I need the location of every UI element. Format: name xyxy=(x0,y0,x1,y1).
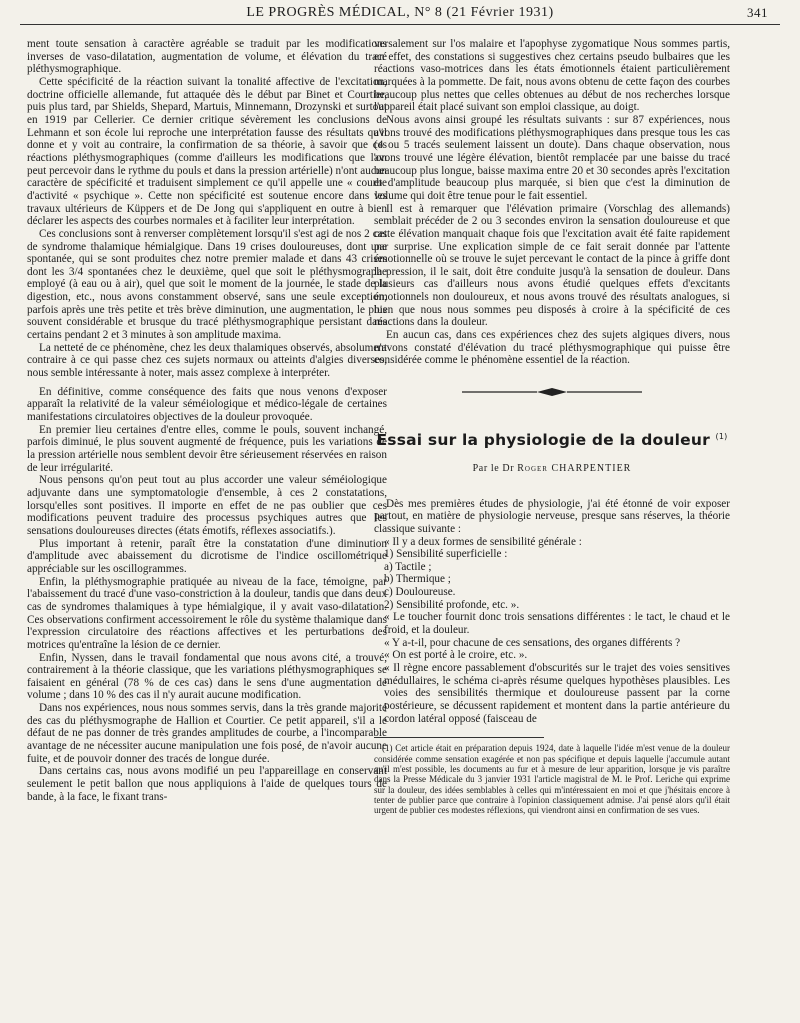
running-head xyxy=(20,4,780,25)
quoted-list xyxy=(374,536,730,726)
byline-prefix: Par le Dr xyxy=(472,462,515,474)
ornament-divider-icon xyxy=(462,387,642,397)
footnote-divider xyxy=(374,737,544,738)
left-column xyxy=(27,38,387,803)
list-item: « Il y a deux formes de sensibilité générale : xyxy=(384,535,582,548)
footnote-marker: (1) xyxy=(715,432,728,442)
paragraph: Nous avons ainsi groupé les résultats suivants : sur 87 expériences, nous avons trouvé des modifications pléthysmographiques dans presque tous les cas (4 ou 5 tracés seulement laissent un doute). Dans chaque observation, nous avons trouvé une légère élévation, bientôt remplacée par une baisse du tracé beaucoup plus longue, baisse maxima entre 20 et 30 secondes après l'excitation et d'amplitude beaucoup plus marquée, si bien que c'est la diminution de volume qui doit être tenue pour le fait essentiel. xyxy=(374,113,730,202)
paragraph: Enfin, Nyssen, dans le travail fondamental que nous avons cité, a trouvé, contrairement à la théorie classique, que les variations pléthysmographiques se faisaient en général (78 % de ces cas) dans le sens d'une augmentation de volume ; dans 10 % des cas il n'y aurait aucune modification. xyxy=(27,651,387,702)
list-item: b) Thermique ; xyxy=(384,573,451,586)
paragraph: versalement sur l'os malaire et l'apophyse zygomatique Nous sommes partis, en effet, des constations si suggestives chez certains pseudo bulbaires que les réactions vaso-motrices dans les états émotionnels étaient particulièrement marquées à la pommette. De fait, nous avons obtenu de cette façon des courbes beaucoup plus nettes que celles obtenues au début de nos recherches lorsque l'appareil était placé suivant son emploi classique, au doigt. xyxy=(374,38,730,114)
list-item: « Il règne encore passablement d'obscurités sur le trajet des voies sensitives médullaires, le schéma ci-après résume quelques hypothèses plausibles. Les voies des sensibilités thermique et douloureuse passent par la corne postérieure, se décussent rapidement et montent dans la partie antérieure du cordon latéral opposé (faisceau de xyxy=(384,662,730,725)
list-item: « Le toucher fournit donc trois sensations différentes : le tact, le chaud et le froid, et la douleur. xyxy=(384,611,730,637)
paragraph: En définitive, comme conséquence des faits que nous venons d'exposer apparaît la relativité de la valeur séméiologique et médico-légale de certaines manifestations circulatoires objectives de la douleur provoquée. xyxy=(27,385,387,424)
paragraph: Cette spécificité de la réaction suivant la tonalité affective de l'excitation, doctrine officielle allemande, fut attaquée dès le début par Binet et Courtier, puis plus tard, par Shields, Shepard, Martuis, Minnemann, Drozynski et surtout en 1919 par Cellerier. Ce dernier critique sévèrement les conclusions de Lehmann et son école lui reproche une interprétation fausse des résultats qu'il donne et y voit au contraire, la confirmation de sa théorie, à savoir que ces réactions pléthysmographiques (comme d'ailleurs les modifications que l'on peut percevoir dans le rythme du pouls et dans la pression artérielle) n'ont aucun caractère de spécificité et traduisent simplement ce qu'il appelle une « courbe d'activité « psychique ». Cette non spécificité est soutenue encore dans les travaux ultérieurs de Küppers et de De Jong qui s'appliquent en outre à bien déclarer les aspects des courbes normales et à faciliter leur interprétation. xyxy=(27,75,387,228)
list-item: a) Tactile ; xyxy=(384,560,432,573)
paragraph: En aucun cas, dans ces expériences chez des sujets algiques divers, nous n'avons constaté d'élévation du tracé pléthysmographique qui puisse être considérée comme le phénomène essentiel de la réaction. xyxy=(374,329,730,367)
ornament-divider xyxy=(394,385,710,399)
paragraph: Plus important à retenir, paraît être la constatation d'une diminution d'amplitude avec abaissement du dicrotisme de l'indice oscillométrique appréciable sur les oscillogrammes. xyxy=(27,537,387,575)
paragraph: Ces conclusions sont à renverser complètement lorsqu'il s'est agi de nos 2 cas de syndrome thalamique hémialgique. Dans 19 crises douloureuses, dont une spontanée, qui se sont produites chez notre premier malade et dans 43 crises dont les 3/4 spontanées chez le deuxième, quel que soit le pléthysmographe employé (à eau ou à air), quel que soit le moment de la journée, le stade de la digestion, etc., nous avons constamment observé, sans une seule exception, parfois après une très petite et très brève diminution, une augmentation, le plus souvent considérable et brusque du tracé pléthysmographique persistant dans certains pendant 2 et 3 minutes à son amplitude maxima. xyxy=(27,227,387,342)
page-number: 341 xyxy=(747,5,768,20)
paragraph: Dans certains cas, nous avons modifié un peu l'appareillage en conservant seulement le petit ballon que nous appliquions à l'aide de quelques tours de bande, à la face, le fixant trans- xyxy=(27,765,387,803)
list-item: « On est porté à le croire, etc. ». xyxy=(384,649,528,662)
footnote-text: (1) Cet article était en préparation depuis 1924, date à laquelle l'idée m'est venue de la douleur considérée comme sensation exagérée et non pas spécifique et depuis laquelle j'accumule autant qu'il m'est possible, les documents au fur et à mesure de leur apparition, lorsque je vis paraître dans la Presse Médicale du 3 janvier 1931 l'article magistral de M. le Prof. Leriche qui exprime sur la douleur, des idées semblables à celles qui m'intéressaient en moi et que j'hésitais encore à tenter de publier parce que contraire à l'opinion classiquement admise. J'ai pensé alors qu'il était urgent de publier ces modestes réflexions, qui viendront ainsi en confirmation de ses vues. xyxy=(374,743,730,816)
list-item: 2) Sensibilité profonde, etc. ». xyxy=(384,598,520,611)
paragraph: La netteté de ce phénomène, chez les deux thalamiques observés, absolument contraire à ce qui passe chez ces sujets normaux ou atteints d'algies diverses, nous semble intéressante à noter, mais assez complexe à interpréter. xyxy=(27,341,387,380)
list-item: « Y a-t-il, pour chacune de ces sensations, des organes différents ? xyxy=(384,636,681,649)
paragraph: Dans nos expériences, nous nous sommes servis, dans la très grande majorité des cas du pléthysmographe de Hallion et Courtier. Ce petit appareil, s'il a le défaut de ne pas donner de très grandes amplitudes de courbe, a l'incomparable avantage de ne nécessiter aucune manipulation une fois posé, de n'avoir aucune fuite, et de pouvoir donner des tracés de longue durée. xyxy=(27,702,387,765)
right-column xyxy=(374,38,730,815)
byline xyxy=(374,463,730,476)
article-title xyxy=(374,431,730,450)
paragraph: Il est à remarquer que l'élévation primaire (Vorschlag des allemands) semblait précéder de 2 ou 3 secondes environ la sensation douloureuse et que cette élévation manquait chaque fois que l'excitation avait été faite rapidement par surprise. Une explication simple de ce fait serait donnée par l'attente émotionnelle où se trouve le sujet percevant le contact de la pince à griffe dont la pression, il le sait, doit être conduite jusqu'à la sensation de douleur. Dans plusieurs cas d'ailleurs nous avons étudié quelques effets d'excitants émotionnels non douloureux, et nous avons trouvé des résultats analogues, si bien que nous nous sommes peu disposés à croire à la spécificité de ces réactions dans la douleur. xyxy=(374,202,730,329)
paragraph: ment toute sensation à caractère agréable se traduit par les modifications inverses de vaso-dilatation, augmentation de volume, et élévation du tracé pléthysmographique. xyxy=(27,38,387,76)
list-item: c) Douloureuse. xyxy=(384,586,456,599)
paragraph: Enfin, la pléthysmographie pratiquée au niveau de la face, témoigne, par l'abaissement du tracé d'une vaso-constriction à la douleur, tandis que dans deux cas de syndromes thalamiques à type hémialgique, il y avait vaso-dilatation. Ces observations confirment accessoirement le rôle du système thalamique dans l'expression circulatoire des réactions affectives et les perturbations des motrices qu'entraîne la lésion de ce dernier. xyxy=(27,575,387,651)
paragraph: En premier lieu certaines d'entre elles, comme le pouls, souvent inchangé, parfois diminué, le plus souvent augmenté de fréquence, puis les variations de la pression artérielle nous semblent devoir être sérieusement réservées en raison de leur irrégularité. xyxy=(27,423,387,474)
author-name: Roger CHARPENTIER xyxy=(517,462,632,474)
article-title-text: Essai sur la physiologie de la douleur xyxy=(376,431,710,450)
article-body xyxy=(374,498,730,726)
footnote xyxy=(374,743,730,815)
journal-title: LE PROGRÈS MÉDICAL, N° 8 (21 Février 1931) xyxy=(246,5,554,20)
paragraph: Nous pensons qu'on peut tout au plus accorder une valeur séméiologique adjuvante dans une symptomatologie d'ensemble, à ces 2 constatations, lorsqu'elles sont positives. Il importe en effet de ne pas oublier que ces modifications peuvent traduire des processus psychiques autres que les sensations douloureuses directes (états émotifs, réflexes associatifs.). xyxy=(27,474,387,537)
list-item: 1) Sensibilité superficielle : xyxy=(384,548,508,561)
paragraph: Dès mes premières études de physiologie, j'ai été étonné de voir exposer partout, en matière de physiologie nerveuse, presque sans réserves, la théorie classique suivante : xyxy=(374,497,730,535)
